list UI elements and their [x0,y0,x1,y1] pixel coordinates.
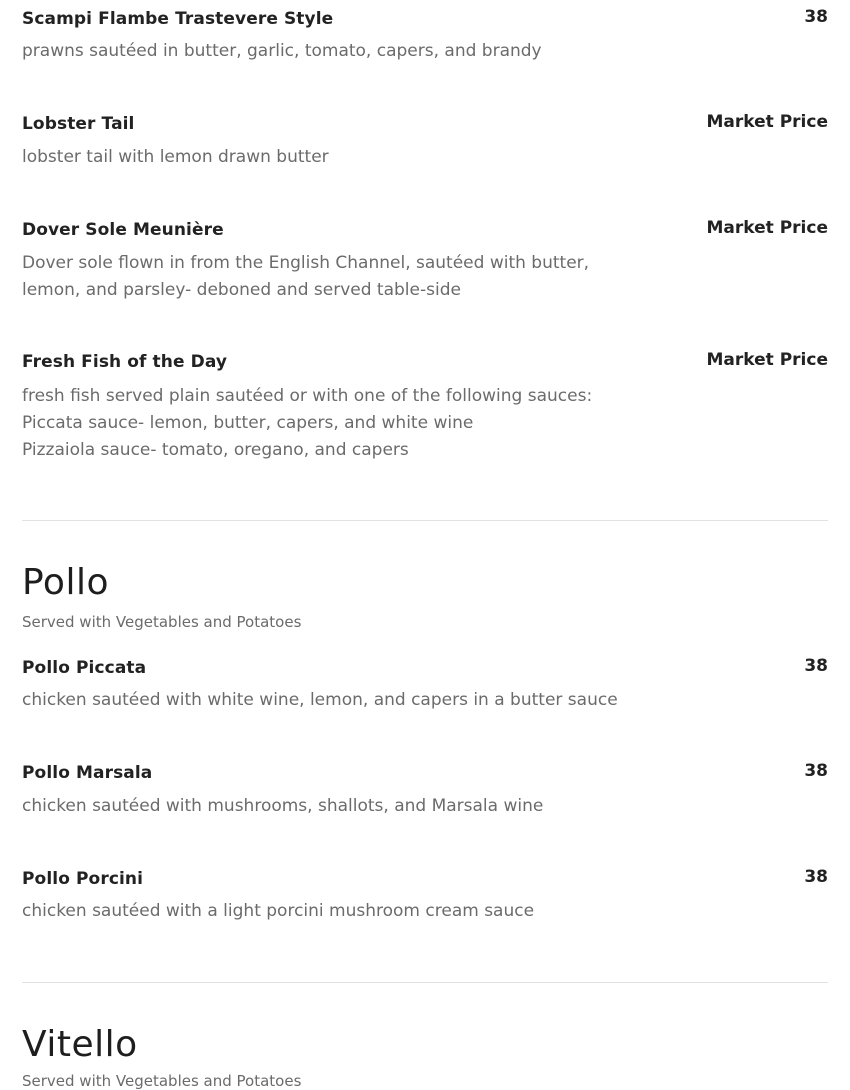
menu-item-description [22,793,622,820]
menu-item-price: Market Price [706,350,828,370]
menu-item-price: 38 [804,867,828,887]
menu-item-price: Market Price [706,218,828,238]
menu-item-description [22,687,622,714]
section-title-vitello: Vitello [22,1024,138,1065]
description-line: chicken sautéed with white wine, lemon, and capers in a butter sauce [22,690,618,710]
menu-item-price: 38 [804,656,828,676]
menu-item-name: Pollo Marsala [22,763,153,783]
description-line: Pizzaiola sauce- tomato, oregano, and capers [22,440,409,460]
menu-item-name: Dover Sole Meunière [22,220,224,240]
menu-item-description [22,383,622,464]
description-line: lemon, and parsley- deboned and served table-side [22,280,461,300]
menu-item-price: 38 [804,761,828,781]
menu-item-price: Market Price [706,112,828,132]
menu-item-name: Lobster Tail [22,114,135,134]
description-line: chicken sautéed with mushrooms, shallots, and Marsala wine [22,796,544,816]
menu-item-name: Scampi Flambe Trastevere Style [22,9,334,29]
menu-item-name: Fresh Fish of the Day [22,352,228,372]
section-divider [22,520,828,521]
menu-item-description [22,144,622,171]
description-line: fresh fish served plain sautéed or with one of the following sauces: [22,386,593,406]
description-line: Dover sole flown in from the English Channel, sautéed with butter, [22,253,590,273]
description-line: prawns sautéed in butter, garlic, tomato, capers, and brandy [22,41,542,61]
description-line: Piccata sauce- lemon, butter, capers, and white wine [22,413,474,433]
menu-item-name: Pollo Piccata [22,658,147,678]
menu-item-description [22,250,622,304]
section-subtitle-pollo: Served with Vegetables and Potatoes [22,613,302,631]
menu-item-description [22,38,622,65]
menu-item-description [22,898,622,925]
section-divider [22,982,828,983]
section-title-pollo: Pollo [22,562,109,603]
menu-item-name: Pollo Porcini [22,869,144,889]
menu-item-price: 38 [804,7,828,27]
description-line: lobster tail with lemon drawn butter [22,147,329,167]
section-subtitle-vitello: Served with Vegetables and Potatoes [22,1072,302,1090]
description-line: chicken sautéed with a light porcini mushroom cream sauce [22,901,535,921]
